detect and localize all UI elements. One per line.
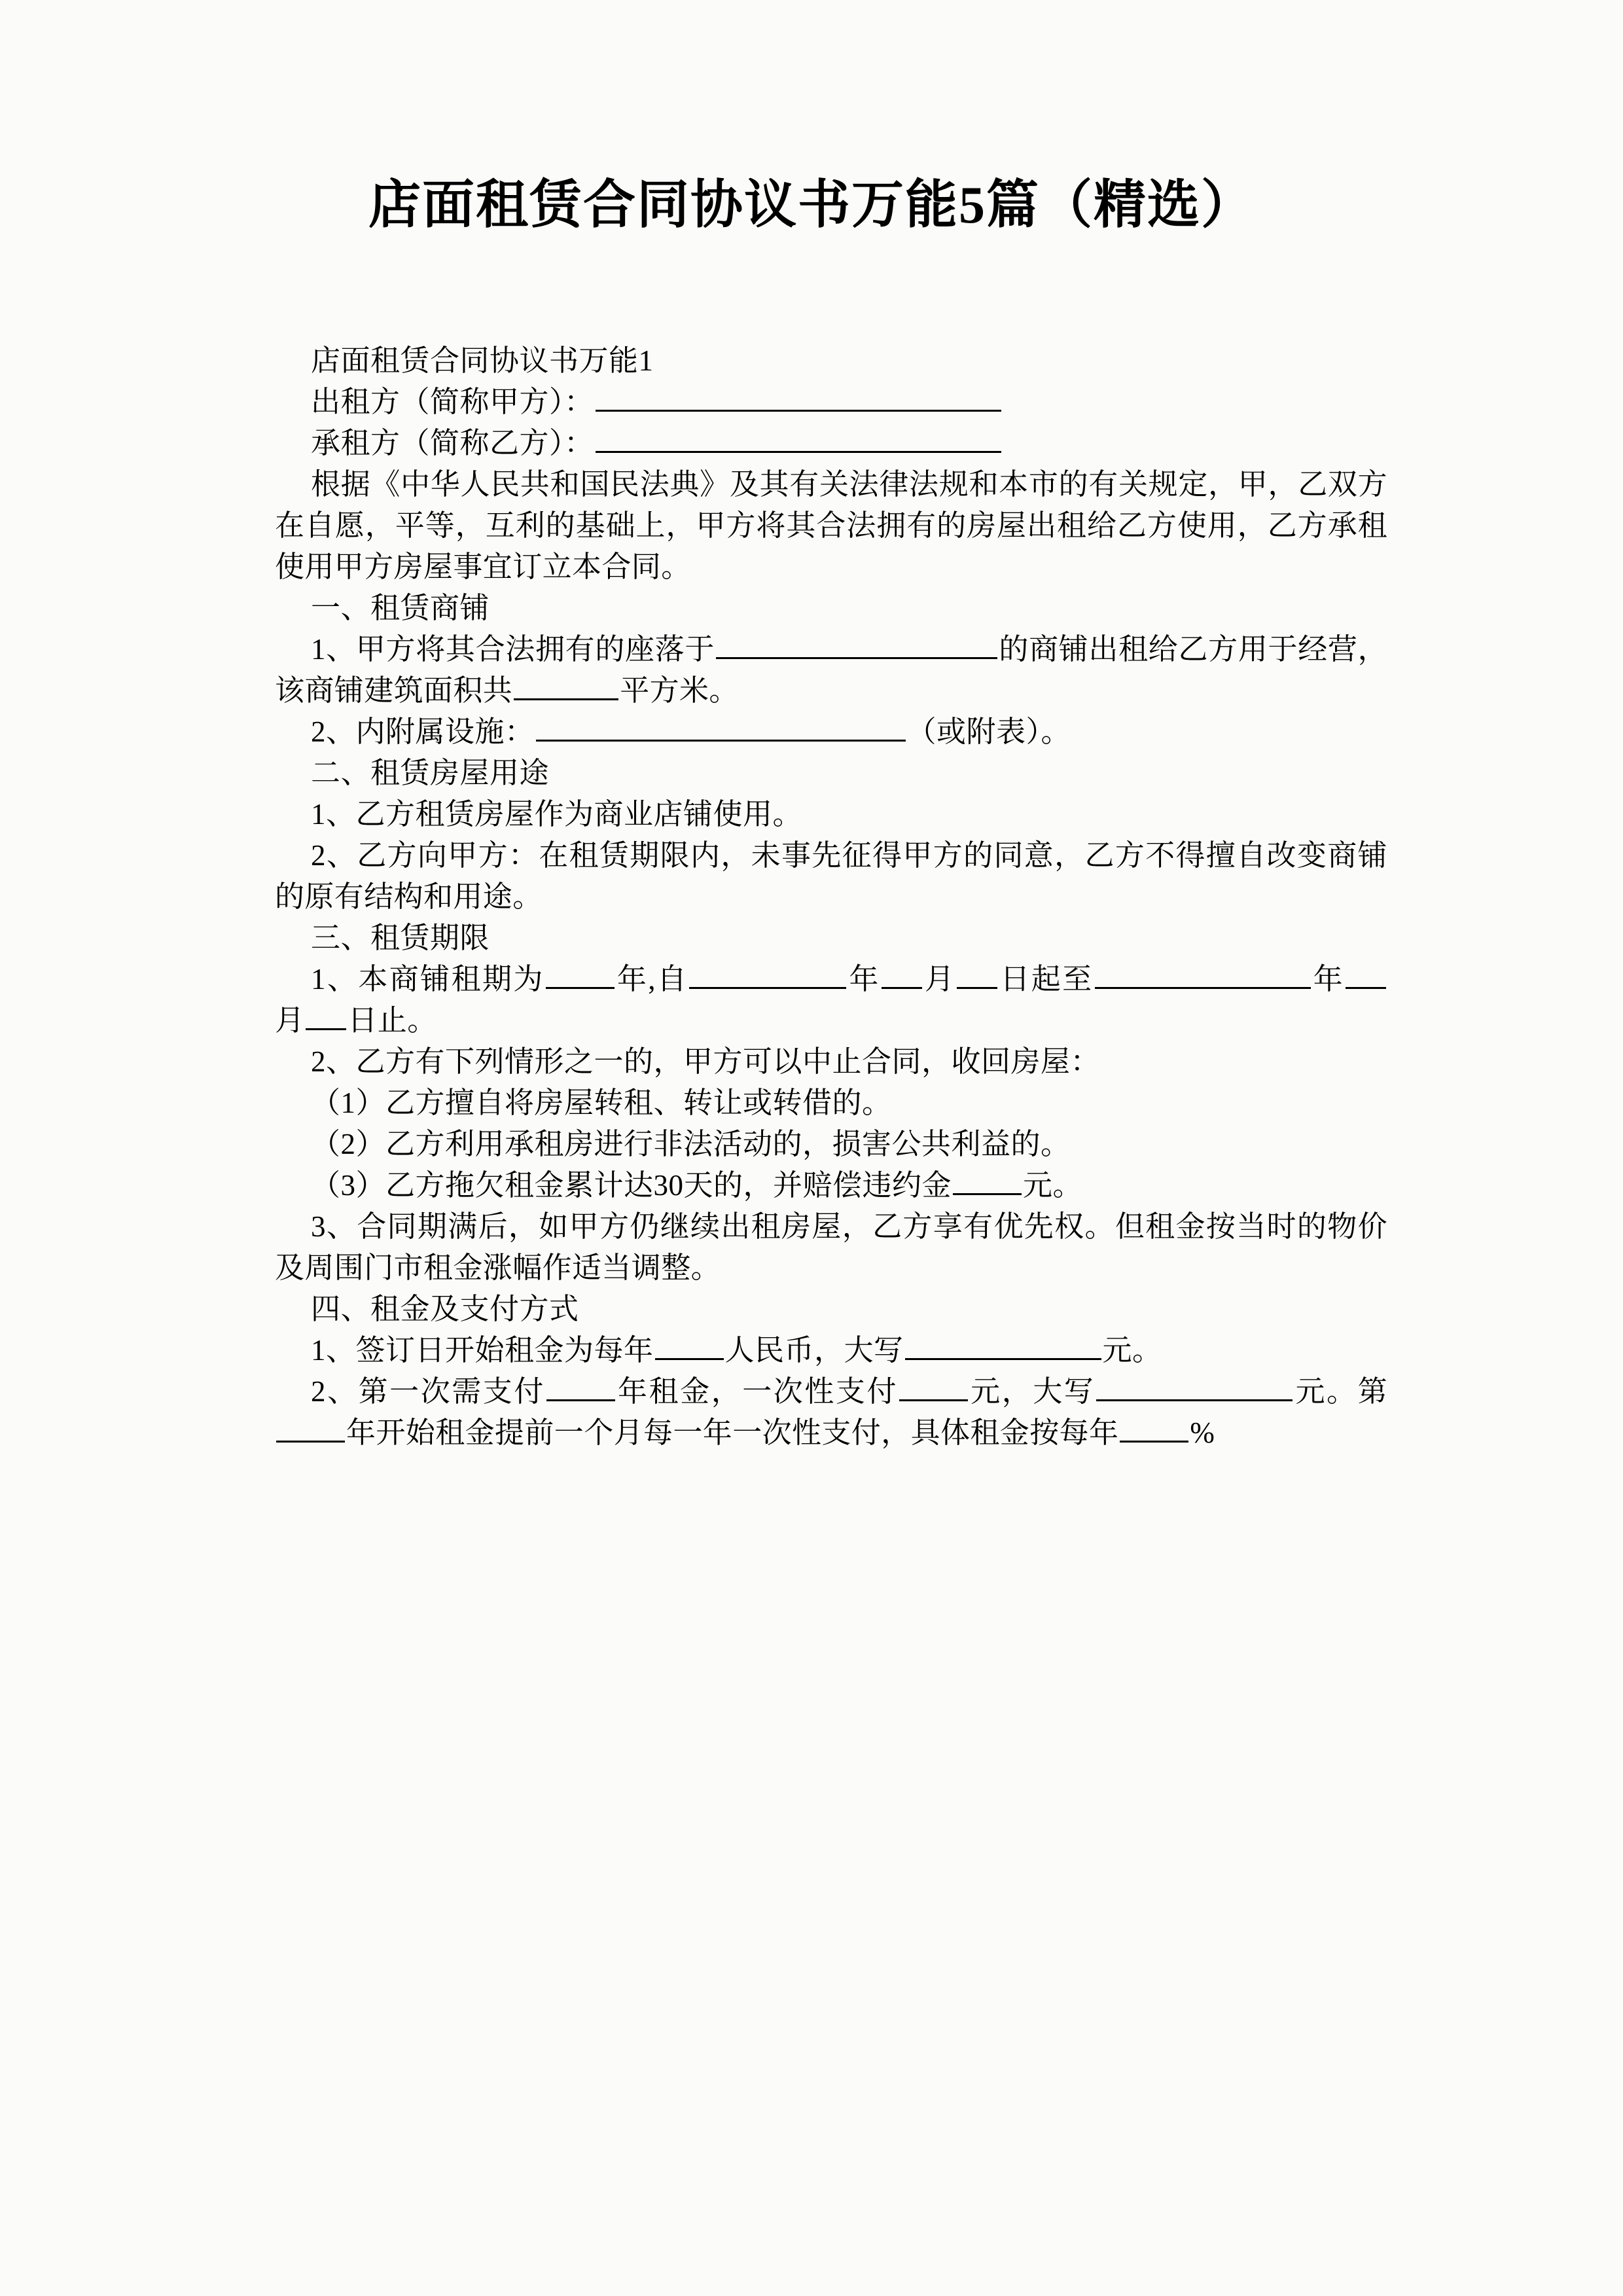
- s1-1-area-blank[interactable]: [514, 672, 618, 700]
- s4-1-p2: 人民币，大写: [724, 1334, 904, 1367]
- section-4-item-1: [275, 1330, 1387, 1371]
- s4-2-p1: 2、第一次需支付: [311, 1375, 545, 1408]
- s3-1-start-day-blank[interactable]: [957, 961, 997, 989]
- s4-2-p5: 年开始租金提前一个月每一年一次性支付，具体租金按每年: [346, 1416, 1119, 1449]
- s4-2-lump-words-blank[interactable]: [1096, 1373, 1293, 1401]
- s3-1-start-month-blank[interactable]: [882, 961, 922, 989]
- s3-1-p3: 年: [847, 963, 880, 996]
- s3-1-p8: 日止。: [348, 1004, 437, 1037]
- section-3-item-1: [275, 959, 1387, 1041]
- s3-2-3-penalty-blank[interactable]: [953, 1167, 1022, 1195]
- s3-1-p2: 年,自: [615, 963, 688, 996]
- s3-1-end-day-blank[interactable]: [306, 1002, 346, 1030]
- s3-1-p7: 月: [275, 1004, 305, 1037]
- s4-2-p6: %: [1190, 1416, 1215, 1449]
- lessor-field: [275, 382, 1387, 423]
- s1-1-suffix: 平方米。: [620, 674, 739, 707]
- s3-1-end-month-blank[interactable]: [1346, 961, 1386, 989]
- s4-2-p2: 年租金，一次性支付: [616, 1375, 898, 1408]
- s3-1-start-year-blank[interactable]: [689, 961, 846, 989]
- s4-1-p3: 元。: [1102, 1334, 1162, 1367]
- s4-2-p4: 元。第: [1294, 1375, 1388, 1408]
- lessee-field: [275, 423, 1387, 464]
- s4-1-annual-rent-blank[interactable]: [655, 1332, 724, 1360]
- lessor-label: 出租方（简称甲方）：: [311, 386, 594, 418]
- section-3-item-2-sub-3: [275, 1165, 1387, 1206]
- document-subtitle: 店面租赁合同协议书万能1: [311, 344, 654, 377]
- lessor-blank[interactable]: [596, 384, 1001, 412]
- s4-2-percent-blank[interactable]: [1120, 1414, 1188, 1443]
- s1-1-location-blank[interactable]: [716, 631, 997, 659]
- lessee-blank[interactable]: [596, 425, 1001, 453]
- section-2-item-1: 1、乙方租赁房屋作为商业店铺使用。: [311, 798, 803, 831]
- section-1-item-1: [275, 629, 1387, 711]
- section-1-item-2: [275, 711, 1387, 753]
- s3-2-3-prefix: （3）乙方拖欠租金累计达30天的，并赔偿违约金: [311, 1169, 952, 1202]
- section-3-item-2-sub-1: （1）乙方擅自将房屋转租、转让或转借的。: [311, 1086, 892, 1119]
- s3-1-p5: 日起至: [999, 963, 1094, 996]
- s4-1-rent-words-blank[interactable]: [905, 1332, 1101, 1360]
- s3-1-p4: 月: [923, 963, 956, 996]
- s1-1-prefix: 1、甲方将其合法拥有的座落于: [311, 633, 715, 666]
- s4-2-first-years-blank[interactable]: [546, 1373, 615, 1401]
- section-heading-1: 一、租赁商铺: [311, 592, 490, 624]
- s3-1-end-year-blank[interactable]: [1095, 961, 1311, 989]
- preamble-paragraph: 根据《中华人民共和国民法典》及其有关法律法规和本市的有关规定，甲，乙双方在自愿，平等，互利的基础上，甲方将其合法拥有的房屋出租给乙方使用，乙方承租使用甲方房屋事宜订立本合同。: [275, 468, 1387, 583]
- s1-1-mid: 的商铺出租给乙方用于经营，该商铺建筑面积共: [275, 633, 1387, 707]
- section-3-item-2: 2、乙方有下列情形之一的，甲方可以中止合同，收回房屋：: [311, 1045, 1101, 1078]
- section-heading-2: 二、租赁房屋用途: [311, 757, 550, 789]
- s4-2-p3: 元，大写: [969, 1375, 1096, 1408]
- document-body: [275, 340, 1387, 1454]
- s4-2-lump-amount-blank[interactable]: [899, 1373, 968, 1401]
- section-heading-3: 三、租赁期限: [311, 922, 490, 954]
- section-3-item-2-sub-2: （2）乙方利用承租房进行非法活动的，损害公共利益的。: [311, 1128, 1071, 1160]
- lessee-label: 承租方（简称乙方）：: [311, 427, 594, 459]
- s3-1-term-blank[interactable]: [546, 961, 615, 989]
- s4-2-start-year-blank[interactable]: [276, 1414, 345, 1443]
- page-title: 店面租赁合同协议书万能5篇（精选）: [368, 177, 1255, 234]
- section-3-item-3: 3、合同期满后，如甲方仍继续出租房屋，乙方享有优先权。但租金按当时的物价及周围门市租金涨幅作适当调整。: [275, 1210, 1387, 1284]
- section-heading-4: 四、租金及支付方式: [311, 1293, 579, 1325]
- s3-1-p1: 1、本商铺租期为: [311, 963, 544, 996]
- s1-2-suffix: （或附表）。: [906, 715, 1071, 748]
- s1-2-facilities-blank[interactable]: [536, 713, 906, 742]
- s3-2-3-suffix: 元。: [1023, 1169, 1083, 1202]
- s4-1-p1: 1、签订日开始租金为每年: [311, 1334, 654, 1367]
- s3-1-p6: 年: [1311, 963, 1345, 996]
- section-4-item-2: [275, 1371, 1387, 1454]
- section-2-item-2: 2、乙方向甲方：在租赁期限内，未事先征得甲方的同意，乙方不得擅自改变商铺的原有结构和用途。: [275, 839, 1387, 913]
- s1-2-prefix: 2、内附属设施：: [311, 715, 535, 748]
